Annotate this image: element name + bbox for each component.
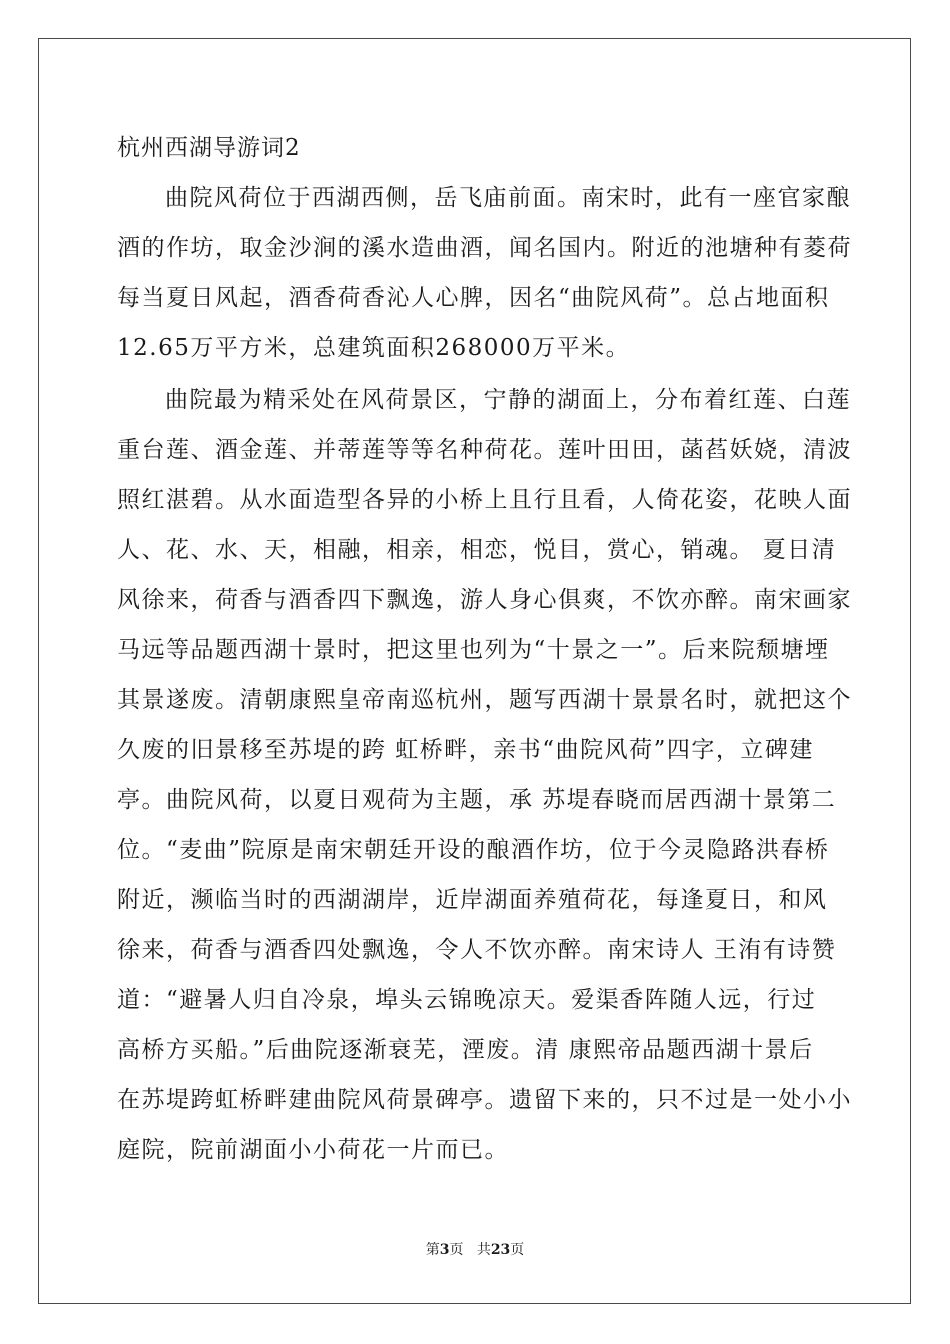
text-line: 曲院最为精采处在风荷景区，宁静的湖面上，分布着红莲、白莲 <box>165 387 851 413</box>
text-line: 在苏堤跨虹桥畔建曲院风荷景碑亭。遗留下来的，只不过是一处小小 <box>117 1087 852 1113</box>
text-line: 曲院风荷位于西湖西侧，岳飞庙前面。南宋时，此有一座官家酿 <box>165 185 851 211</box>
text-line: 照红湛碧。从水面造型各异的小桥上且行且看，人倚花姿，花映人面 <box>117 487 852 513</box>
text-line: 高桥方买船。”后曲院逐渐衰芜，湮废。清 康熙帝品题西湖十景后 <box>117 1037 814 1063</box>
text-line: 道：“避暑人归自冷泉，埠头云锦晚凉天。爱渠香阵随人远，行过 <box>117 987 817 1013</box>
paragraph-1 <box>117 173 852 373</box>
footer-total-prefix: 共 <box>476 1242 491 1258</box>
text-line: 附近，濒临当时的西湖湖岸，近岸湖面养殖荷花，每逢夏日，和风 <box>117 887 828 913</box>
text-line: 重台莲、酒金莲、并蒂莲等等名种荷花。莲叶田田，菡萏妖娆，清波 <box>117 437 852 463</box>
footer-current-page: 3 <box>439 1242 450 1258</box>
text-line: 其景遂废。清朝康熙皇帝南巡杭州，题写西湖十景景名时，就把这个 <box>117 687 852 713</box>
text-line: 酒的作坊，取金沙涧的溪水造曲酒，闻名国内。附近的池塘种有菱荷 <box>117 235 852 261</box>
text-line: 徐来，荷香与酒香四处飘逸，令人不饮亦醉。南宋诗人 王洧有诗赞 <box>117 937 837 963</box>
footer-page-suffix: 页 <box>449 1242 464 1258</box>
text-line: 每当夏日风起，酒香荷香沁人心脾，因名“曲院风荷”。总占地面积 <box>117 285 830 311</box>
paragraph-2 <box>117 375 852 1175</box>
text-line: 久废的旧景移至苏堤的跨 虹桥畔，亲书“曲院风荷”四字，立碑建 <box>117 737 814 763</box>
text-line: 风徐来，荷香与酒香四下飘逸，游人身心俱爽，不饮亦醉。南宋画家 <box>117 587 852 613</box>
text-line: 庭院，院前湖面小小荷花一片而已。 <box>117 1137 509 1163</box>
footer-total-suffix: 页 <box>510 1242 525 1258</box>
document-title: 杭州西湖导游词2 <box>117 135 301 161</box>
text-line: 位。“麦曲”院原是南宋朝廷开设的酿酒作坊，位于今灵隐路洪春桥 <box>117 837 830 863</box>
text-line: 人、花、水、天，相融，相亲，相恋，悦目，赏心，销魂。 夏日清 <box>117 537 837 563</box>
text-line: 亭。曲院风荷，以夏日观荷为主题，承 苏堤春晓而居西湖十景第二 <box>117 787 837 813</box>
text-line: 12.65万平方米，总建筑面积268000万平米。 <box>117 335 631 361</box>
text-line: 马远等品题西湖十景时，把这里也列为“十景之一”。后来院颓塘堙 <box>117 637 830 663</box>
footer-page-prefix: 第 <box>425 1242 440 1258</box>
footer-total-pages: 23 <box>490 1242 511 1258</box>
page-footer <box>0 1240 950 1260</box>
